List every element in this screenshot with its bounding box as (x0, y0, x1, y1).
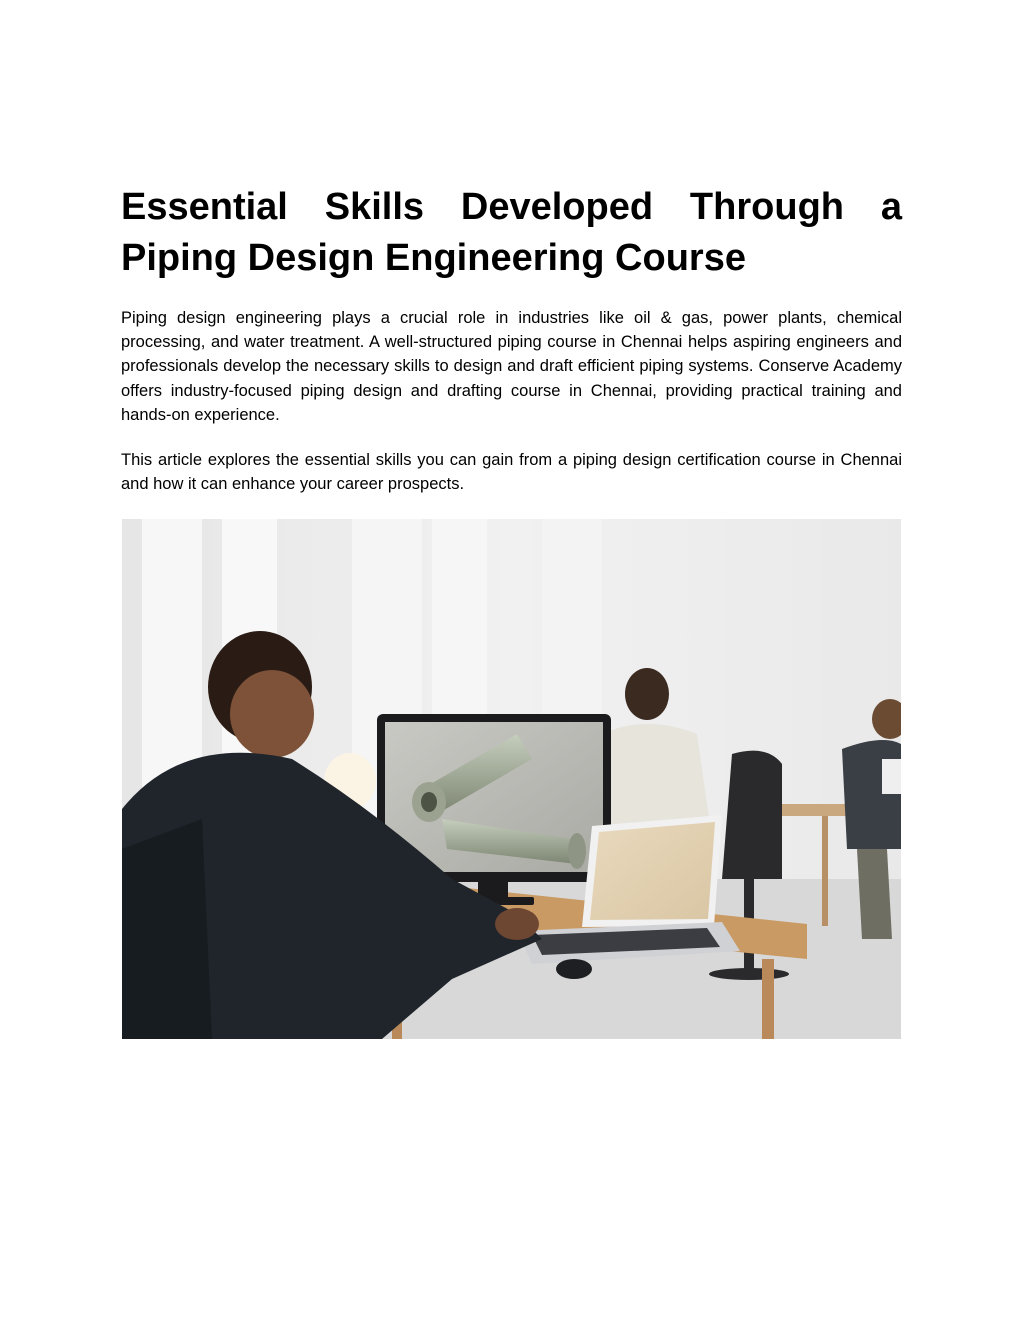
computer-mouse (556, 959, 592, 979)
office-workstation-photo (122, 519, 901, 1039)
article-title: Essential Skills Developed Through a Piping Design Engineering Course (121, 186, 902, 279)
intro-paragraph: Piping design engineering plays a crucial role in industries like oil & gas, power plants, chemical processing, and water treatment. A well-structured piping course in Chennai helps aspiring engineers and professionals develop the necessary skills to design and draft efficient piping systems. Conserve Academy offers industry-focused piping design and drafting course in Chennai, providing practical training and hands-on experience. (121, 309, 902, 424)
background-person (625, 668, 669, 720)
office-chair (722, 751, 782, 879)
overview-paragraph: This article explores the essential skills you can gain from a piping design certification course in Chennai and how it can enhance your career prospects. (121, 451, 902, 494)
